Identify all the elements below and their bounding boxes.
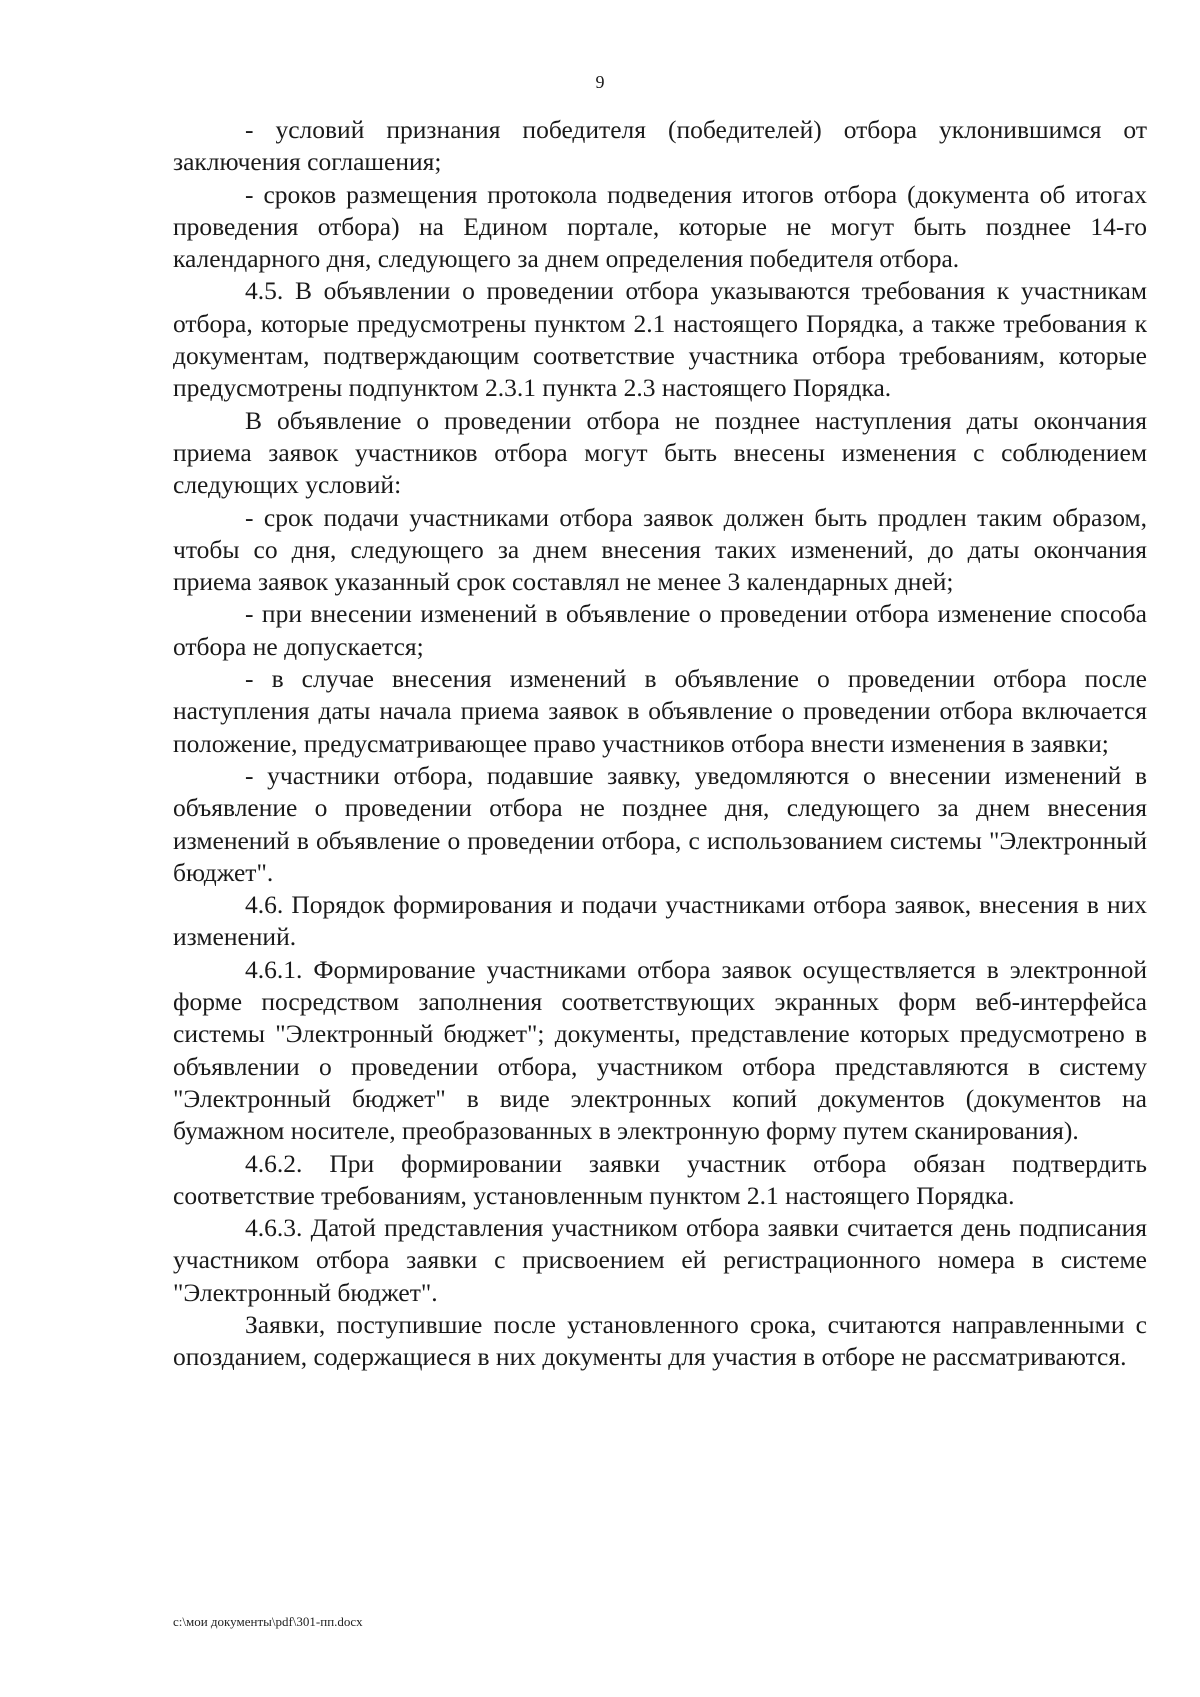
- paragraph: 4.6. Порядок формирования и подачи участниками отбора заявок, внесения в них изменений.: [173, 890, 1147, 952]
- paragraph: В объявление о проведении отбора не позднее наступления даты окончания приема заявок участников отбора могут быть внесены изменения с соблюдением следующих условий:: [173, 405, 1147, 500]
- paragraph: 4.6.3. Датой представления участником отбора заявки считается день подписания участником отбора заявки с присвоением ей регистрационного номера в системе "Электронный бюджет".: [173, 1213, 1147, 1307]
- paragraph: - условий признания победителя (победителей) отбора уклонившимся от заключения соглашения;: [173, 115, 1147, 177]
- paragraph: - сроков размещения протокола подведения итогов отбора (документа об итогах проведения отбора) на Едином портале, которые не могут быть позднее 14-го календарного дня, следующего за днем определения победителя отбора.: [173, 179, 1147, 274]
- paragraph: - при внесении изменений в объявление о проведении отбора изменение способа отбора не допускается;: [173, 599, 1147, 661]
- footer-file-path: c:\мои документы\pdf\301-пп.docx: [173, 1614, 363, 1629]
- paragraph: - участники отбора, подавшие заявку, уведомляются о внесении изменений в объявление о проведении отбора не позднее дня, следующего за днем внесения изменений в объявление о проведении отбора, с использованием системы "Электронный бюджет".: [173, 760, 1147, 887]
- paragraph: Заявки, поступившие после установленного срока, считаются направленными с опозданием, содержащиеся в них документы для участия в отборе не рассматриваются.: [173, 1309, 1147, 1372]
- paragraph: - срок подачи участниками отбора заявок должен быть продлен таким образом, чтобы со дня, следующего за днем внесения таких изменений, до даты окончания приема заявок указанный срок составлял не менее 3 календарных дней;: [173, 502, 1147, 597]
- paragraph: 4.6.2. При формировании заявки участник отбора обязан подтвердить соответствие требованиям, установленным пунктом 2.1 настоящего Порядка.: [173, 1148, 1147, 1210]
- paragraph: 4.5. В объявлении о проведении отбора указываются требования к участникам отбора, которые предусмотрены пунктом 2.1 настоящего Порядка, а также требования к документам, подтверждающим соответствие участника отбора требованиям, которые предусмотрены подпунктом 2.3.1 пункта 2.3 настоящего Порядка.: [173, 276, 1147, 403]
- paragraph: - в случае внесения изменений в объявление о проведении отбора после наступления даты начала приема заявок в объявление о проведении отбора включается положение, предусматривающее право участников отбора внести изменения в заявки;: [173, 664, 1147, 758]
- document-body: [173, 114, 1147, 1374]
- paragraph: 4.6.1. Формирование участниками отбора заявок осуществляется в электронной форме посредством заполнения соответствующих экранных форм веб-интерфейса системы "Электронный бюджет"; документы, представление которых предусмотрено в объявлении о проведении отбора, участником отбора представляются в систему "Электронный бюджет" в виде электронных копий документов (документов на бумажном носителе, преобразованных в электронную форму путем сканирования).: [173, 954, 1147, 1146]
- page-number: 9: [595, 72, 605, 92]
